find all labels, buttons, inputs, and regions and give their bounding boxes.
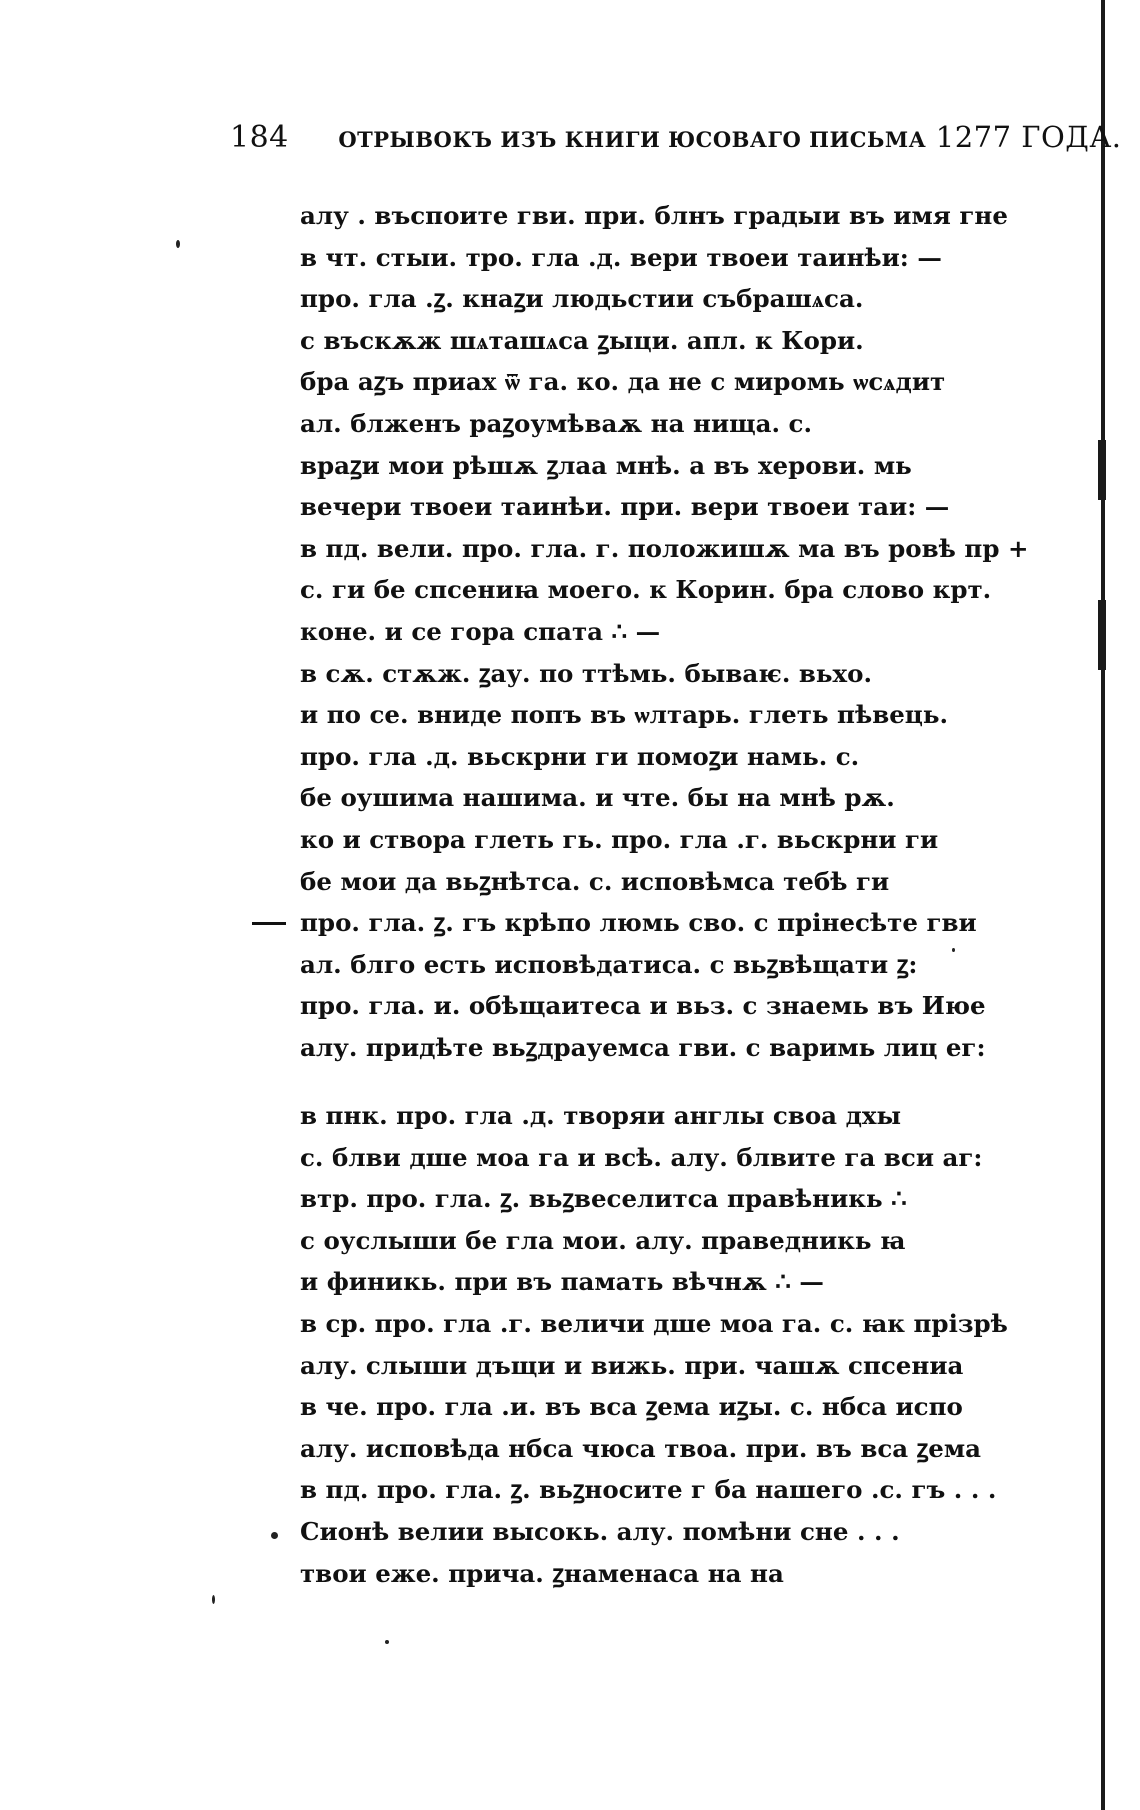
text-line: твои еже. прича. ꙁнаменаса на на — [300, 1558, 784, 1588]
text-line: и финикь. при въ памать вѣчнѫ ∴ — — [300, 1267, 824, 1297]
page-edge-mark — [1098, 600, 1106, 670]
text-line: ал. блго есть исповѣдатиса. с вьꙁвѣщати ꙁ: — [300, 949, 918, 979]
text-line: и по се. вниде попъ въ ѡлтарь. глеть пѣвець. — [300, 700, 949, 730]
text-line: в пнк. про. гла .д. творяи англы своа дхы — [300, 1101, 902, 1130]
margin-speck — [271, 1532, 278, 1539]
text-line: Сиoнѣ велии высокь. алу. помѣни сне . . . — [300, 1516, 900, 1546]
text-line: с. ги бе спсениꙗ моего. к Корин. бра слово крт. — [300, 575, 992, 605]
text-line: в пд. про. гла. ꙁ. вьꙁносите г ба нашего .с. гъ . . . — [300, 1475, 997, 1505]
text-line: про. гла .д. вьскрни ги помоꙁи намь. с. — [300, 741, 860, 771]
text-block-2 — [300, 1095, 1008, 1594]
page-number: 184 — [230, 120, 289, 155]
margin-speck — [176, 240, 180, 248]
text-line: про. гла. и. обѣщаитеса и вьз. с знаемь въ Июе — [300, 991, 986, 1021]
text-line: с въскѫж шѧташѧса ꙁыци. апл. к Кори. — [300, 325, 864, 355]
text-line: ал. блженъ раꙁоумѣваѫ на нища. с. — [300, 408, 813, 438]
margin-speck — [952, 948, 955, 952]
text-line: про. гла .ꙁ. кнаꙁи людьстии събрашѧса. — [300, 284, 864, 314]
text-line: бра аꙁъ приах ѿ га. ко. да не с миромь ѡсѧдит — [300, 367, 946, 397]
page-header — [230, 120, 1122, 155]
text-line: в сѫ. стѫж. ꙁау. по ттѣмь. бываѥ. вьхо. — [300, 658, 873, 688]
text-line: в че. про. гла .и. въ вса ꙁема иꙁы. с. нбса испо — [300, 1392, 963, 1422]
running-title: ОТРЫВОКЪ ИЗЪ КНИГИ ЮСОВАГО ПИСЬМА — [338, 127, 927, 152]
text-line: про. гла. ꙁ. гъ крѣпо люмь сво. с прінесѣте гви — [300, 908, 977, 938]
page-edge-line — [1101, 0, 1105, 1810]
text-line: вечери твоеи таинѣи. при. вери твоеи таи: — — [300, 492, 950, 522]
margin-dash — [252, 922, 286, 925]
margin-speck — [212, 1595, 215, 1604]
text-line: бе мои да вьꙁнѣтса. с. исповѣмса тебѣ ги — [300, 866, 890, 896]
text-line: коне. и се гора спата ∴ — — [300, 616, 661, 646]
text-line: алу . въспоите гви. при. блнъ градыи въ имя гне — [300, 201, 1008, 230]
text-line: в чт. стыи. тро. гла .д. вери твоеи таинѣи: — — [300, 242, 942, 272]
text-line: алу. слыши дъщи и вижь. при. чашѫ спсениа — [300, 1350, 964, 1380]
text-line: ко и створа глеть гь. про. гла .г. вьскрни ги — [300, 824, 939, 854]
text-line: втр. про. гла. ꙁ. вьꙁвеселитса правѣникь ∴ — [300, 1184, 907, 1214]
text-line: в пд. вели. про. гла. г. положишѫ ма въ ровѣ пр + — [300, 533, 1029, 563]
running-title-year: 1277 ГОДА. — [935, 120, 1122, 154]
page-edge-mark — [1098, 440, 1106, 500]
text-block-1 — [300, 195, 1029, 1068]
text-line: бе оушима нашима. и чте. бы на мнѣ рѫ. — [300, 783, 895, 813]
text-line: в ср. про. гла .г. величи дше моа га. с. ꙗк прізрѣ — [300, 1308, 1008, 1338]
text-line: алу. придѣте вьꙁдрауемса гви. с варимь лиц ег: — [300, 1032, 986, 1062]
text-line: с. блви дше моа га и всѣ. алу. блвите га вси аг: — [300, 1142, 983, 1172]
margin-speck — [385, 1640, 389, 1644]
text-line: алу. исповѣда нбса чюса твоа. при. въ вса ꙁема — [300, 1433, 981, 1463]
text-line: с оуслыши бе гла мои. алу. праведникь ꙗ — [300, 1225, 906, 1255]
text-line: враꙁи мои рѣшѫ ꙁлаа мнѣ. а въ херови. мь — [300, 450, 912, 480]
